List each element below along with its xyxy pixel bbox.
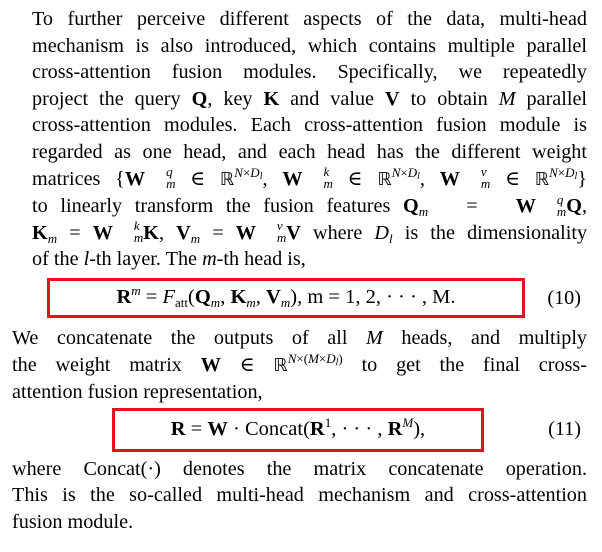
text-line: This is the so-called multi-head mechanism and cross-attention: [12, 484, 587, 507]
text-line: regarded as one head, and each head has the different weight: [32, 140, 587, 163]
equation-11-row: [12, 408, 587, 452]
text-line-weight-matrix: the weight matrix W ∈ ℝ$^{N\times(M\times D_l)}$ to get the final cross-: [12, 350, 588, 376]
equation-10: $R^m = F_{att}(Q_m$, $K_m$, $V_m$), m = 1, 2, · · · , M.: [116, 283, 456, 311]
text-line-query-key-value: project the query Q, key K and value V to obtain M parallel: [32, 87, 588, 110]
paragraph-conclusion: [12, 456, 587, 536]
equation-11-highlight-box: [112, 408, 484, 452]
equation-11-number: (11): [548, 417, 581, 440]
paragraph-multi-head-intro: [12, 6, 587, 273]
paper-page: [12, 6, 587, 536]
equation-10-number: (10): [547, 286, 581, 309]
text-line: attention fusion representation,: [12, 381, 263, 404]
text-line: We concatenate the outputs of all M heads, and multiply: [12, 326, 588, 349]
equation-10-range: , m = 1, 2, · · · , M.: [297, 286, 456, 309]
text-line: of the l-th layer. The m-th head is,: [32, 248, 306, 271]
text-line: cross-attention fusion modules. Specifically, we repeatedly: [32, 61, 587, 84]
text-line-linear-transform: to linearly transform the fusion features $Q_m = W$ q m Q,: [32, 191, 588, 220]
text-line: where Concat(·) denotes the matrix concatenate operation.: [12, 457, 587, 480]
paragraph-concatenate: [12, 325, 587, 406]
text-line: cross-attention modules. Each cross-attention fusion module is: [32, 114, 587, 137]
equation-10-row: [12, 277, 587, 321]
equation-11: $R = W \cdot Concat(R^1$, · · · , $R^M$),: [170, 415, 426, 441]
text-line: To further perceive different aspects of the data, multi-head: [32, 8, 587, 30]
text-line: fusion module.: [12, 510, 134, 533]
equation-10-highlight-box: [47, 278, 525, 318]
text-line-weight-matrices: matrices {W q m ∈ ℝ$^{N\times D_l}$, W k m ∈ ℝ$^{N\times D_l}$, W v m ∈ ℝ$^{N\times D_l}$}: [32, 163, 588, 191]
text-line: mechanism is also introduced, which contains multiple parallel: [32, 34, 587, 57]
text-line-key-value-transform: $K_m = W$ k m K, $V_m = W$ v m V where $D_l$ is the dimensionality: [32, 218, 588, 246]
